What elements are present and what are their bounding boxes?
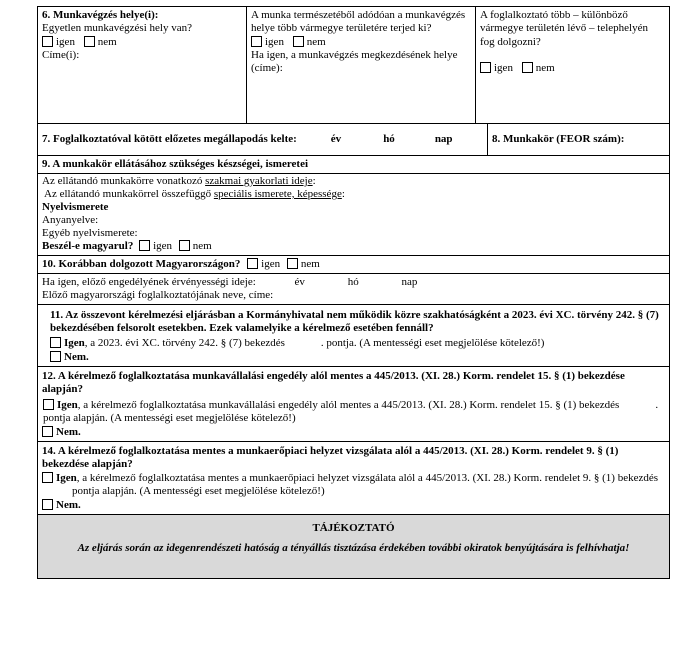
section-11-igen-text: , a 2023. évi XC. törvény 242. § (7) bekezdés	[84, 337, 285, 349]
section-7-ho: hó	[383, 132, 395, 145]
previous-permit-label: Ha igen, előző engedélyének érvényességi ideje:	[42, 276, 256, 288]
previous-permit-line	[42, 276, 665, 289]
multi-county-question: A munka természetéből adódóan a munkavégzés helye több vármegye területére terjed ki?	[251, 9, 466, 35]
other-language-label: Egyéb nyelvismerete:	[42, 227, 138, 239]
address-label: Címe(i):	[42, 48, 80, 61]
section-7-title: 7. Foglalkoztatóval kötött előzetes megállapodás kelte:	[42, 132, 297, 145]
section-6-col1	[38, 7, 246, 123]
multi-site-igen-checkbox[interactable]	[480, 62, 491, 73]
worked-before-igen-label: igen	[261, 258, 281, 270]
section-11-igen-tail: . pontja. (A mentességi eset megjelölése kötelező!)	[320, 337, 545, 349]
practice-colon: :	[312, 175, 316, 187]
multi-county-options	[251, 36, 471, 49]
single-location-nem-label: nem	[97, 35, 117, 48]
section-12-igen-text: , a kérelmező foglalkoztatása munkavállalási engedély alól mentes a 445/2013. (XI. 28.) Korm. rendelet 15. § (1) bekezdés	[77, 399, 620, 411]
skills-underlined: speciális ismerete, képessége	[213, 188, 342, 200]
section-11-title: 11. Az összevont kérelmezési eljárásban a Kormányhivatal nem működik közre szakhatóságként a 2023. évi XC. törvény 242. § (7) bekezdésében felsorolt esetekben. Ezek valamelyike a kérelmező esetében fennáll?	[50, 309, 659, 334]
speaks-hungarian-igen-checkbox[interactable]	[139, 240, 150, 251]
section-14-igen-label: Igen	[56, 472, 77, 484]
multi-site-question: A foglalkoztató több – különböző vármegye területén lévő – telephelyén fog dolgozni?	[480, 9, 648, 48]
single-location-nem-checkbox[interactable]	[84, 36, 95, 47]
section-14-igen-line	[42, 472, 665, 498]
multi-site-igen-label: igen	[494, 61, 513, 74]
section-7-ev: év	[330, 132, 342, 145]
practice-line	[42, 175, 665, 188]
section-12-nem-label: Nem.	[56, 426, 81, 438]
section-6-title: 6. Munkavégzés helye(i):	[42, 9, 159, 21]
multi-county-igen-checkbox[interactable]	[251, 36, 262, 47]
section-14-igen-text: , a kérelmező foglalkoztatása mentes a munkaerőpiaci helyzet vizsgálata alól a 445/2013. (XI. 28.) Korm. rendelet 9. § (1) bekezdés	[76, 472, 659, 484]
previous-employer-label: Előző magyarországi foglalkoztatójának neve, címe:	[42, 289, 274, 301]
skills-text: Az ellátandó munkakörrel összefüggő	[44, 188, 214, 200]
section-14-nem-checkbox[interactable]	[42, 499, 53, 510]
practice-underlined: szakmai gyakorlati ideje	[205, 175, 313, 187]
multi-site-nem-label: nem	[535, 61, 555, 74]
section-14-nem-line	[42, 499, 665, 512]
form-sheet	[37, 6, 670, 579]
section-11-nem-line	[42, 351, 665, 364]
section-14	[37, 442, 670, 515]
speaks-hungarian-nem-checkbox[interactable]	[179, 240, 190, 251]
single-location-igen-label: igen	[56, 35, 75, 48]
multi-site-nem-checkbox[interactable]	[522, 62, 533, 73]
start-location-label: Ha igen, a munkavégzés megkezdésének helye (címe):	[251, 48, 458, 75]
section-14-igen-tail: pontja alapján. (A mentességi eset megjelölése kötelező!)	[72, 485, 325, 497]
section-12	[37, 367, 670, 442]
section-7-8	[37, 124, 670, 156]
section-6	[37, 6, 670, 124]
info-box	[37, 515, 670, 579]
section-12-nem-checkbox[interactable]	[42, 426, 53, 437]
section-14-nem-label: Nem.	[56, 499, 81, 511]
section-11-nem-checkbox[interactable]	[50, 351, 61, 362]
speaks-hungarian-question: Beszél-e magyarul?	[42, 240, 134, 252]
worked-before-nem-checkbox[interactable]	[287, 258, 298, 269]
section-11	[37, 305, 670, 367]
info-message: Az eljárás során az idegenrendészeti hatóság a tényállás tisztázása érdekében további okiratok benyújtására is felhívhatja!	[77, 542, 630, 554]
section-11-igen-label: Igen	[64, 337, 85, 349]
single-location-igen-checkbox[interactable]	[42, 36, 53, 47]
multi-county-nem-label: nem	[306, 35, 326, 48]
language-heading: Nyelvismerete	[42, 201, 109, 213]
section-9-title: 9. A munkakör ellátásához szükséges készségei, ismeretei	[37, 156, 670, 174]
skills-colon: :	[341, 188, 345, 200]
section-12-igen-checkbox[interactable]	[43, 399, 54, 410]
single-location-options	[42, 36, 242, 49]
section-14-igen-checkbox[interactable]	[42, 472, 53, 483]
section-11-nem-label: Nem.	[64, 351, 89, 363]
section-6-col3	[475, 7, 669, 123]
worked-before-nem-label: nem	[300, 258, 320, 270]
section-12-igen-line	[42, 399, 665, 425]
multi-site-options	[480, 62, 665, 75]
section-12-nem-line	[42, 426, 665, 439]
multi-county-igen-label: igen	[265, 35, 284, 48]
section-14-title: 14. A kérelmező foglalkoztatása mentes a munkaerőpiaci helyzet vizsgálata alól a 445/2013. (XI. 28.) Korm. rendelet 9. § (1) bekezdése alapján?	[42, 445, 619, 470]
section-11-igen-checkbox[interactable]	[50, 337, 61, 348]
section-12-igen-tail: . pontja alapján. (A mentességi eset megjelölése kötelező!)	[43, 399, 659, 424]
section-11-igen-line	[42, 337, 665, 350]
practice-text: Az ellátandó munkakörre vonatkozó	[42, 175, 206, 187]
single-location-question: Egyetlen munkavégzési hely van?	[42, 22, 192, 35]
section-12-title: 12. A kérelmező foglalkoztatása munkavállalási engedély alól mentes a 445/2013. (XI. 28.) Korm. rendelet 15. § (1) bekezdése alapján?	[42, 370, 625, 395]
section-10-title: 10. Korábban dolgozott Magyarországon?	[42, 258, 241, 270]
speaks-hungarian-igen-label: igen	[153, 240, 173, 252]
section-10-body	[37, 274, 670, 305]
section-10-title-row	[37, 256, 670, 274]
native-language-label: Anyanyelve:	[42, 214, 99, 226]
section-8-title: 8. Munkakör (FEOR szám):	[492, 132, 625, 145]
section-7	[38, 124, 487, 155]
previous-permit-ho: hó	[347, 276, 359, 288]
section-7-nap: nap	[434, 132, 453, 145]
info-title: TÁJÉKOZTATÓ	[312, 522, 395, 534]
skills-line	[42, 188, 665, 201]
section-6-col2	[246, 7, 475, 123]
section-12-igen-label: Igen	[57, 399, 78, 411]
previous-permit-ev: év	[294, 276, 305, 288]
worked-before-igen-checkbox[interactable]	[247, 258, 258, 269]
section-8	[487, 124, 669, 155]
speaks-hungarian-nem-label: nem	[192, 240, 212, 252]
speaks-hungarian-line	[42, 240, 665, 253]
multi-county-nem-checkbox[interactable]	[293, 36, 304, 47]
section-9-body	[37, 174, 670, 256]
previous-permit-nap: nap	[401, 276, 418, 288]
